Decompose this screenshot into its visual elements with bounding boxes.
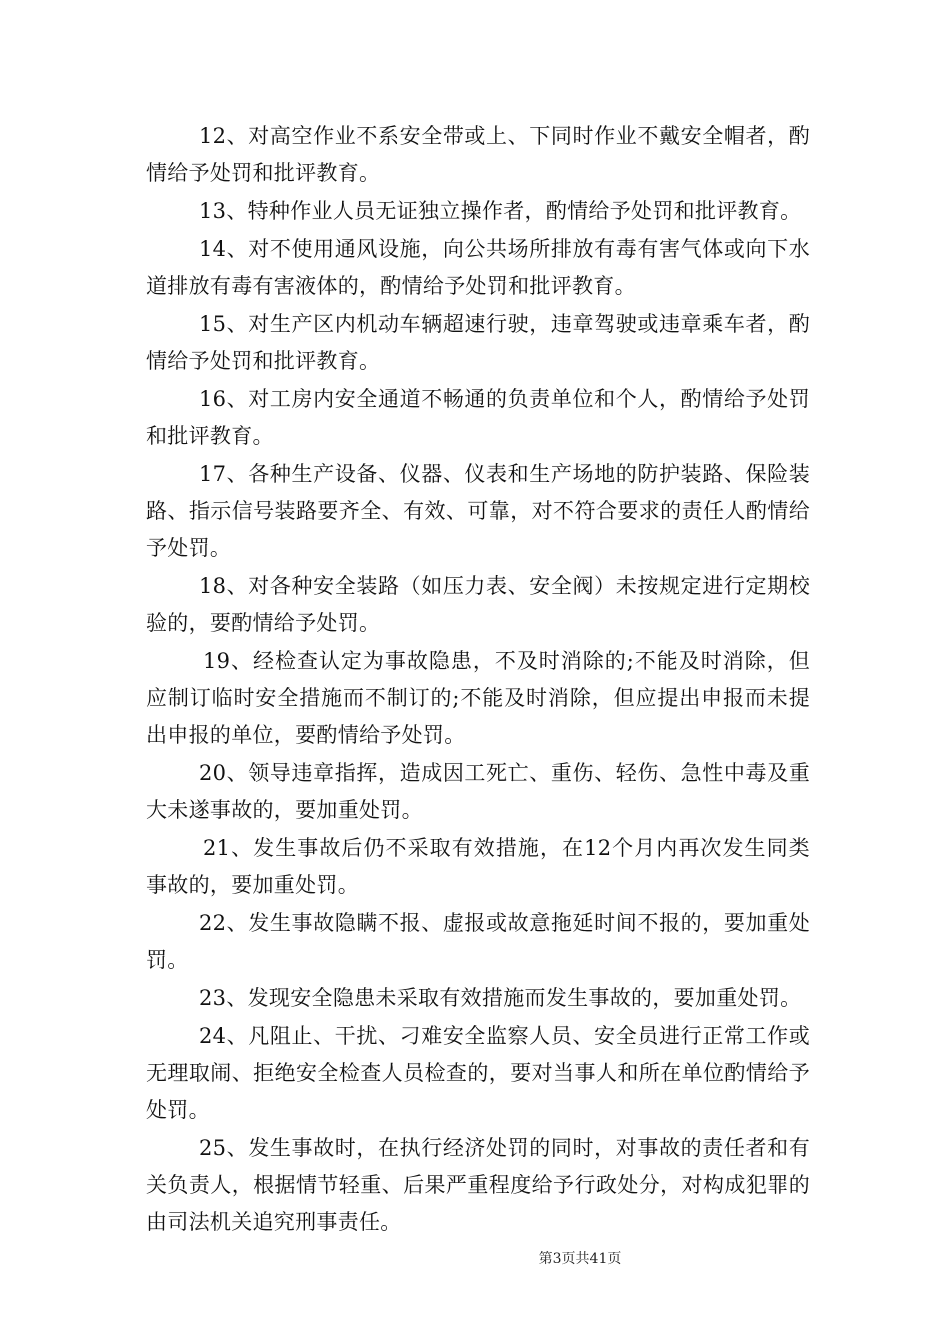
paragraph-22: 22、发生事故隐瞒不报、虚报或故意拖延时间不报的，要加重处罚。 <box>146 911 810 972</box>
paragraph-20: 20、领导违章指挥，造成因工死亡、重伤、轻伤、急性中毒及重大未遂事故的，要加重处罚。 <box>146 761 810 822</box>
paragraph-23: 23、发现安全隐患未采取有效措施而发生事故的，要加重处罚。 <box>199 986 802 1010</box>
paragraph-21: 21、发生事故后仍不采取有效措施，在12个月内再次发生同类事故的，要加重处罚。 <box>146 836 810 897</box>
paragraph-12: 12、对高空作业不系安全带或上、下同时作业不戴安全帽者，酌情给予处罚和批评教育。 <box>146 124 810 185</box>
paragraph-16: 16、对工房内安全通道不畅通的负责单位和个人，酌情给予处罚和批评教育。 <box>146 387 810 448</box>
paragraph-17: 17、各种生产设备、仪器、仪表和生产场地的防护装路、保险装路、指示信号装路要齐全、有效、可靠，对不符合要求的责任人酌情给予处罚。 <box>146 462 810 560</box>
paragraph-19: 19、经检查认定为事故隐患，不及时消除的;不能及时消除，但应制订临时安全措施而不制订的;不能及时消除，但应提出申报而未提出申报的单位，要酌情给予处罚。 <box>146 649 810 747</box>
page-number-footer: 第3页共41页 <box>538 1251 622 1267</box>
paragraph-18: 18、对各种安全装路（如压力表、安全阀）未按规定进行定期校验的，要酌情给予处罚。 <box>146 574 810 635</box>
paragraph-14: 14、对不使用通风设施，向公共场所排放有毒有害气体或向下水道排放有毒有害液体的，酌情给予处罚和批评教育。 <box>146 237 810 298</box>
paragraph-15: 15、对生产区内机动车辆超速行驶，违章驾驶或违章乘车者，酌情给予处罚和批评教育。 <box>146 312 810 373</box>
paragraph-13: 13、特种作业人员无证独立操作者，酌情给予处罚和批评教育。 <box>199 199 802 223</box>
paragraph-25: 25、发生事故时，在执行经济处罚的同时，对事故的责任者和有关负责人，根据情节轻重、后果严重程度给予行政处分，对构成犯罪的由司法机关追究刑事责任。 <box>146 1136 810 1234</box>
paragraph-24: 24、凡阻止、干扰、刁难安全监察人员、安全员进行正常工作或无理取闹、拒绝安全检查人员检查的，要对当事人和所在单位酌情给予处罚。 <box>146 1024 810 1122</box>
document-body <box>146 118 810 1242</box>
